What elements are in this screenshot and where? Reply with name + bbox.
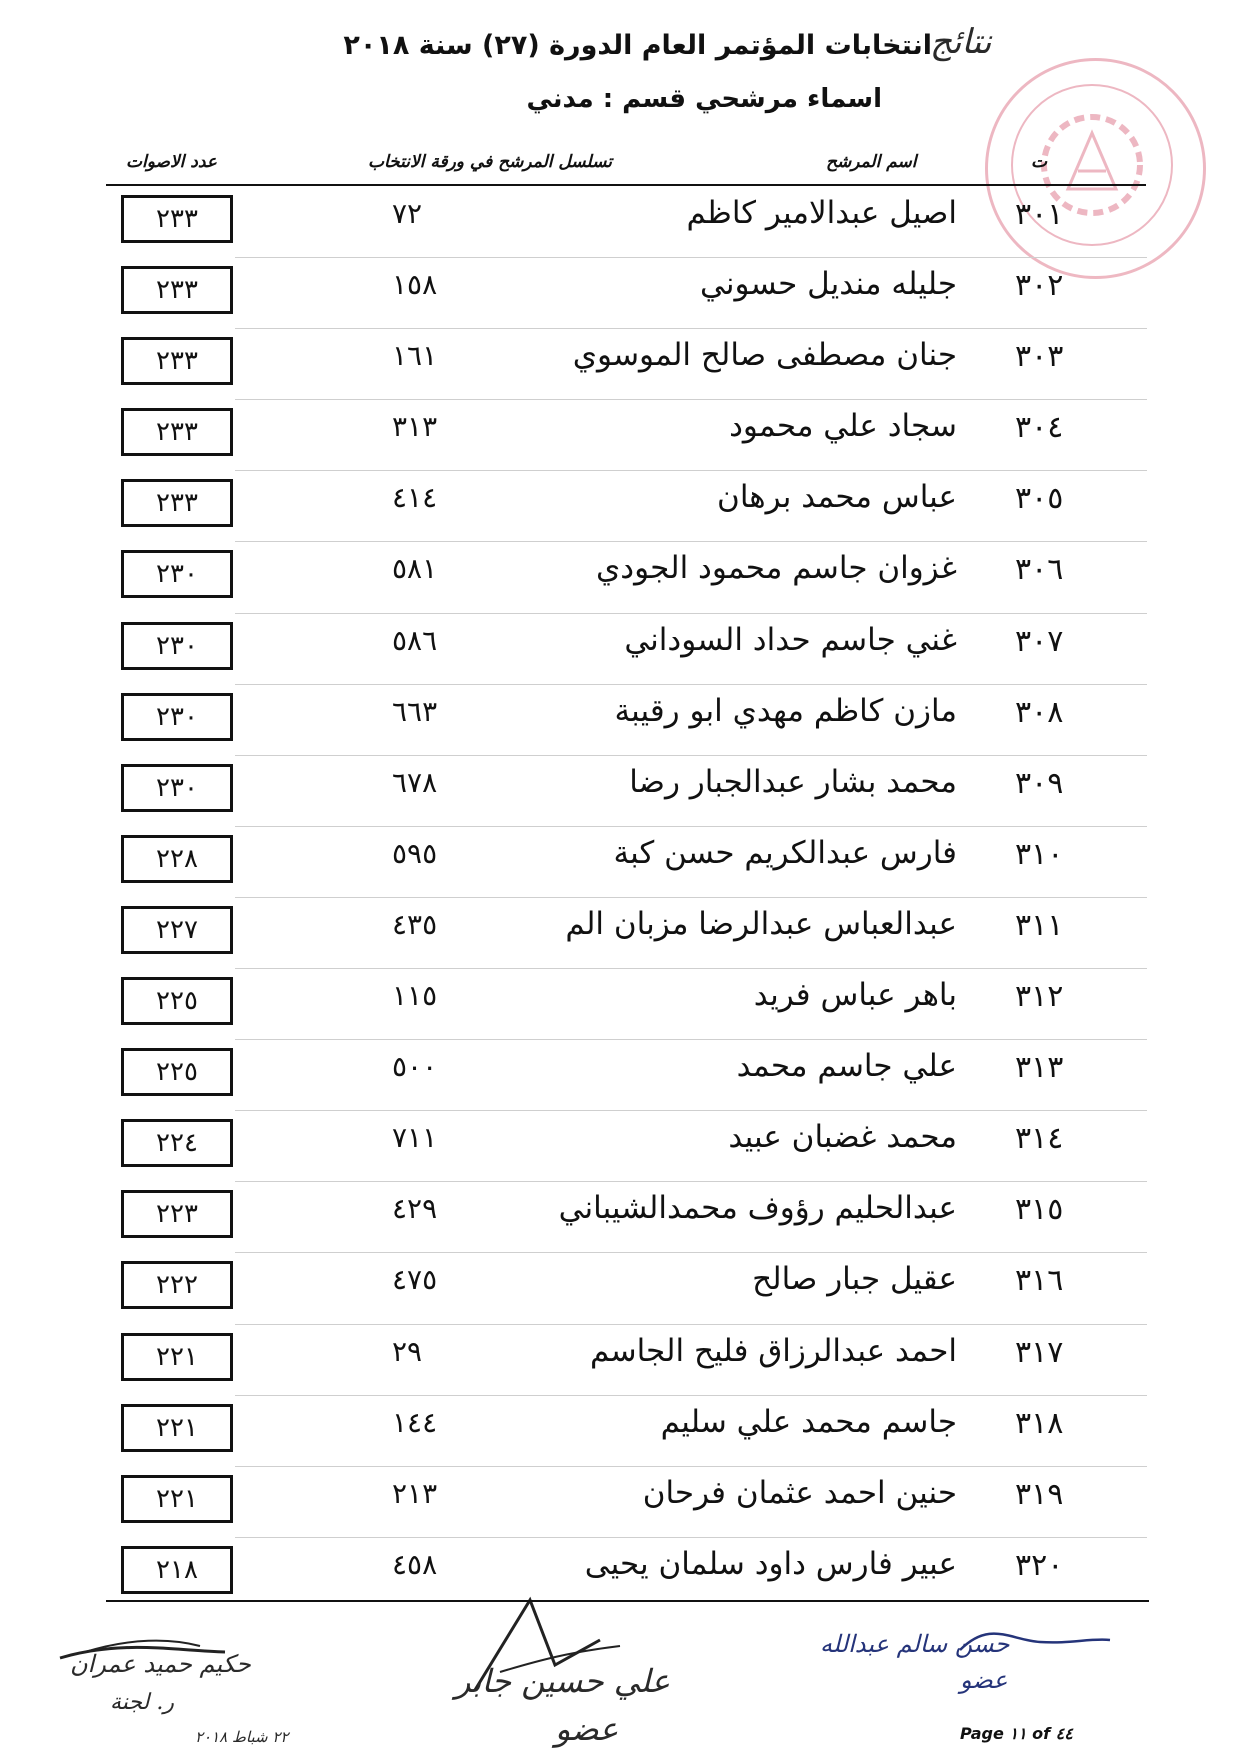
candidate-name: علي جاسم محمد xyxy=(736,1048,957,1085)
table-row xyxy=(0,258,1237,329)
header-votes: عدد الاصوات xyxy=(126,152,217,172)
candidate-name: محمد بشار عبدالجبار رضا xyxy=(629,763,957,800)
vote-count-box: ٢٣٠ xyxy=(121,550,233,598)
row-index: ٣١٨ xyxy=(1015,1405,1064,1441)
ballot-serial: ٧٢ xyxy=(392,197,423,230)
table-row xyxy=(0,898,1237,969)
vote-count-box: ٢٢٤ xyxy=(121,1119,233,1167)
table-row xyxy=(0,329,1237,400)
row-index: ٣١٦ xyxy=(1015,1263,1064,1299)
table-row xyxy=(0,827,1237,898)
row-index: ٣٠٢ xyxy=(1015,268,1064,304)
ballot-serial: ٤٢٩ xyxy=(392,1192,438,1226)
row-index: ٣٠٨ xyxy=(1015,694,1064,730)
document-title: انتخابات المؤتمر العام الدورة (٢٧) سنة ٢٠١٨ xyxy=(343,30,932,61)
candidate-name: عبدالعباس عبدالرضا مزبان الم xyxy=(565,905,957,942)
candidate-name: باهر عباس فريد xyxy=(753,977,957,1014)
ballot-serial: ٦٧٨ xyxy=(392,765,438,799)
row-index: ٣١٢ xyxy=(1015,979,1064,1015)
candidate-name: فارس عبدالكريم حسن كبة xyxy=(613,834,957,871)
header-index: ت xyxy=(1031,152,1048,172)
candidate-name: اصيل عبدالامير كاظم xyxy=(686,195,957,231)
ballot-serial: ١٤٤ xyxy=(392,1405,438,1439)
table-row xyxy=(0,1253,1237,1324)
table-row xyxy=(0,471,1237,542)
ballot-serial: ٤١٤ xyxy=(392,481,438,515)
vote-count-box: ٢٣٣ xyxy=(121,337,233,385)
signature-divider xyxy=(106,1600,1149,1602)
ballot-serial: ١١٥ xyxy=(392,979,438,1013)
table-row xyxy=(0,187,1237,258)
candidate-name: عبدالحليم رؤوف محمدالشيباني xyxy=(558,1190,957,1227)
vote-count-box: ٢٢٧ xyxy=(121,906,233,954)
row-index: ٣١٥ xyxy=(1015,1192,1064,1228)
ballot-serial: ١٦١ xyxy=(392,339,438,373)
page-number: Page ١١ of ٤٤ xyxy=(960,1724,1073,1743)
ballot-serial: ١٥٨ xyxy=(392,268,438,302)
candidate-name: احمد عبدالرزاق فليح الجاسم xyxy=(589,1332,957,1369)
row-index: ٣٠٧ xyxy=(1015,623,1064,659)
signature-middle-name: علي حسين جابر xyxy=(455,1662,671,1700)
row-index: ٣١٣ xyxy=(1015,1050,1064,1086)
signature-right-name: حسن سالم عبدالله xyxy=(820,1630,1010,1658)
row-index: ٣٠٣ xyxy=(1015,339,1064,375)
signature-right-role: عضو xyxy=(960,1666,1008,1694)
vote-count-box: ٢٣٠ xyxy=(121,693,233,741)
table-row xyxy=(0,1467,1237,1538)
signature-middle-role: عضو xyxy=(555,1710,619,1748)
vote-count-box: ٢٣٣ xyxy=(121,408,233,456)
vote-count-box: ٢٢٥ xyxy=(121,1048,233,1096)
ballot-serial: ٣١٣ xyxy=(392,410,438,444)
ballot-serial: ٥٩٥ xyxy=(392,836,438,870)
candidate-name: جاسم محمد علي سليم xyxy=(660,1403,957,1440)
row-index: ٣٠١ xyxy=(1015,197,1064,232)
ballot-serial: ٢٩ xyxy=(392,1334,423,1368)
vote-count-box: ٢٢٥ xyxy=(121,977,233,1025)
table-row xyxy=(0,685,1237,756)
table-row xyxy=(0,969,1237,1040)
candidate-name: سجاد علي محمود xyxy=(729,408,957,445)
table-row xyxy=(0,1111,1237,1182)
table-row xyxy=(0,1182,1237,1253)
signature-left-role: ر. لجنة xyxy=(110,1690,174,1715)
signature-date: ٢٢ شباط ٢٠١٨ xyxy=(195,1728,289,1746)
table-row xyxy=(0,614,1237,685)
handwritten-heading: نتائج xyxy=(930,22,992,62)
row-index: ٣١١ xyxy=(1015,907,1064,943)
candidate-table xyxy=(0,187,1237,1609)
ballot-serial: ٦٦٣ xyxy=(392,694,438,728)
vote-count-box: ٢٣٣ xyxy=(121,195,233,243)
vote-count-box: ٢٢٨ xyxy=(121,835,233,883)
table-row xyxy=(0,542,1237,613)
vote-count-box: ٢٢١ xyxy=(121,1475,233,1523)
vote-count-box: ٢١٨ xyxy=(121,1546,233,1594)
row-index: ٣٢٠ xyxy=(1015,1547,1064,1583)
candidate-name: غني جاسم حداد السوداني xyxy=(624,621,957,658)
row-index: ٣١٤ xyxy=(1015,1121,1064,1157)
candidate-name: حنين احمد عثمان فرحان xyxy=(642,1474,957,1511)
candidate-name: عقيل جبار صالح xyxy=(752,1261,957,1298)
row-index: ٣٠٥ xyxy=(1015,481,1064,517)
ballot-serial: ٧١١ xyxy=(392,1121,438,1155)
vote-count-box: ٢٢٢ xyxy=(121,1261,233,1309)
header-name: اسم المرشح xyxy=(826,152,917,172)
ballot-serial: ٤٧٥ xyxy=(392,1263,438,1297)
ballot-serial: ٥٨١ xyxy=(392,552,438,586)
vote-count-box: ٢٣٠ xyxy=(121,622,233,670)
vote-count-box: ٢٣٣ xyxy=(121,479,233,527)
row-index: ٣٠٩ xyxy=(1015,765,1064,801)
candidate-name: مازن كاظم مهدي ابو رقيبة xyxy=(614,692,957,729)
ballot-serial: ٢١٣ xyxy=(392,1476,438,1510)
vote-count-box: ٢٢١ xyxy=(121,1404,233,1452)
candidate-name: غزوان جاسم محمود الجودي xyxy=(596,550,957,587)
ballot-serial: ٥٠٠ xyxy=(392,1050,438,1084)
row-index: ٣٠٤ xyxy=(1015,410,1064,446)
row-index: ٣١٩ xyxy=(1015,1476,1064,1512)
row-index: ٣١٠ xyxy=(1015,836,1064,872)
table-row xyxy=(0,1325,1237,1396)
table-row xyxy=(0,400,1237,471)
vote-count-box: ٢٢١ xyxy=(121,1333,233,1381)
table-header xyxy=(106,148,1146,186)
ballot-serial: ٥٨٦ xyxy=(392,623,438,657)
row-index: ٣١٧ xyxy=(1015,1334,1064,1370)
candidate-name: عباس محمد برهان xyxy=(717,479,957,516)
table-row xyxy=(0,756,1237,827)
candidate-name: عبير فارس داود سلمان يحيى xyxy=(584,1545,957,1582)
vote-count-box: ٢٢٣ xyxy=(121,1190,233,1238)
table-row xyxy=(0,1396,1237,1467)
ballot-serial: ٤٥٨ xyxy=(392,1547,438,1581)
candidate-name: جليله منديل حسوني xyxy=(699,266,957,303)
candidate-name: جنان مصطفى صالح الموسوي xyxy=(572,337,957,374)
vote-count-box: ٢٣٣ xyxy=(121,266,233,314)
candidate-name: محمد غضبان عبيد xyxy=(728,1119,957,1156)
document-subtitle: اسماء مرشحي قسم : مدني xyxy=(526,84,882,114)
vote-count-box: ٢٣٠ xyxy=(121,764,233,812)
table-row xyxy=(0,1040,1237,1111)
row-index: ٣٠٦ xyxy=(1015,552,1064,588)
signature-left-name: حكيم حميد عمران xyxy=(70,1650,251,1678)
header-serial: تسلسل المرشح في ورقة الانتخاب xyxy=(368,152,612,172)
ballot-serial: ٤٣٥ xyxy=(392,907,438,941)
